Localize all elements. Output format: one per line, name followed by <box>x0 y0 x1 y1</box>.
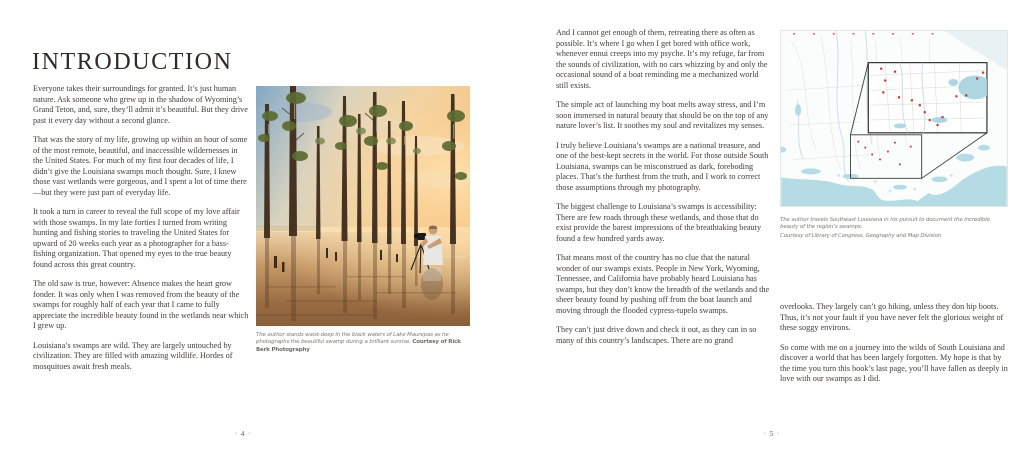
paragraph: I truly believe Louisiana’s swamps are a national treasure, and one of the best-kept secrets in the world. For those outside South Louisiana, swamps can be misconstrued as dark, foreboding places. That’s the furthest from the truth, and I work to correct those assumptions through my photography. <box>556 140 769 192</box>
paragraph: That was the story of my life, growing up within an hour of some of the most remote, beautiful, and inaccessible wildernesses in the United States. For much of my first four decades of life, I didn’t give the Louisiana swamps much thought. Sure, I knew those vast wetlands were gorgeous, and I spent a lot of time there—but they were just part of everyday life. <box>33 135 248 197</box>
map-caption-text: The author travels Southeast Louisiana in his pursuit to document the incredible beauty of the region’s swamps. <box>780 217 990 231</box>
map-caption <box>780 217 1008 240</box>
page-ornament: ◦ <box>763 431 767 437</box>
right-page-text-column-1 <box>556 28 772 355</box>
paragraph: And I cannot get enough of them, retreating there as often as possible. It’s where I go when I get bored with office work, whenever ennui creeps into my psyche. It’s my refuge, far from the sounds of civilization, with no cars whizzing by and only the occasional sound of a boat reminding me a mechanized world still exists. <box>556 28 768 90</box>
page-ornament: ◦ <box>234 431 238 437</box>
paragraph: The simple act of launching my boat melts away stress, and I’m soon immersed in natural beauty that should be on the top of any nature lover’s list. It soothes my soul and revitalizes my senses. <box>556 100 769 130</box>
paragraph: The old saw is true, however: Absence makes the heart grow fonder. It was only when I was removed from the beauty of the swamps for roughly half of each year that I came to fully appreciate the incredible beauty found in the wetlands near which I grew up. <box>33 279 249 330</box>
paragraph: They can’t just drive down and check it out, as they can in so many of this country’s landscapes. There are no grand <box>556 325 757 345</box>
right-page-text-column-2 <box>780 302 1008 394</box>
page-number-left <box>143 429 343 438</box>
photo-caption <box>256 332 470 354</box>
photo-caption-text: The author stands waist-deep in the black waters of Lake Maurepas as he photographs the beautiful swamp during a brilliant sunrise. <box>256 332 449 346</box>
page-number-value: 5 <box>769 429 775 438</box>
paragraph: It took a turn in career to reveal the full scope of my love affair with those swamps. In my late forties I turned from writing hunting and fishing stories to traveling the United States for upward of 20 weeks each year as a photographer for a bass-fishing organization. That opened my eyes to the true beauty found across this great country. <box>33 207 240 269</box>
paragraph: So come with me on a journey into the wilds of South Louisiana and discover a world that has been largely forgotten. My hope is that by the time you turn this book’s last page, you’ll have fallen as deeply in love with our swamps as I did. <box>780 342 1008 383</box>
map-credit: Courtesy of Library of Congress, Geography and Map Division <box>780 232 942 239</box>
louisiana-map <box>780 30 1008 207</box>
paragraph: overlooks. They largely can’t go hiking, unless they don hip boots. Thus, it’s not your fault if you have never felt the glorious weight of these soggy environs. <box>780 302 1004 332</box>
page-ornament: ◦ <box>777 431 781 437</box>
paragraph: That means most of the country has no clue that the natural wonder of our swamps exists. People in New York, Wyoming, Tennessee, and California have probably heard Louisiana has swamps, but they don’t know the breadth of the wetlands and the sheer beauty found by pushing off from the boat launch and moving through the flooded cypress-tupelo swamps. <box>556 253 770 315</box>
page-ornament: ◦ <box>248 431 252 437</box>
paragraph: The biggest challenge to Louisiana’s swamps is accessibility: There are few roads through these wetlands, and those that do exist provide the barest impressions of the breathtaking beauty found a few hundred yards away. <box>556 202 762 243</box>
page-number-right <box>672 429 872 438</box>
page-number-value: 4 <box>240 429 246 438</box>
left-page-text-column <box>33 84 249 381</box>
page-title: INTRODUCTION <box>32 49 233 76</box>
swamp-photo <box>256 86 470 326</box>
paragraph: Louisiana’s swamps are wild. They are largely untouched by civilization. They are filled with amazing wildlife. Hordes of mosquitoes await fresh meals. <box>33 340 233 371</box>
paragraph: Everyone takes their surroundings for granted. It’s just human nature. Ask someone who grew up in the shadow of Wyoming’s Grand Teton, and, sure, they’ll admit it’s beautiful. But they drive past it every day without a second glance. <box>33 84 248 125</box>
photo-credit: Courtesy of Rick Berk Photography <box>256 339 461 353</box>
